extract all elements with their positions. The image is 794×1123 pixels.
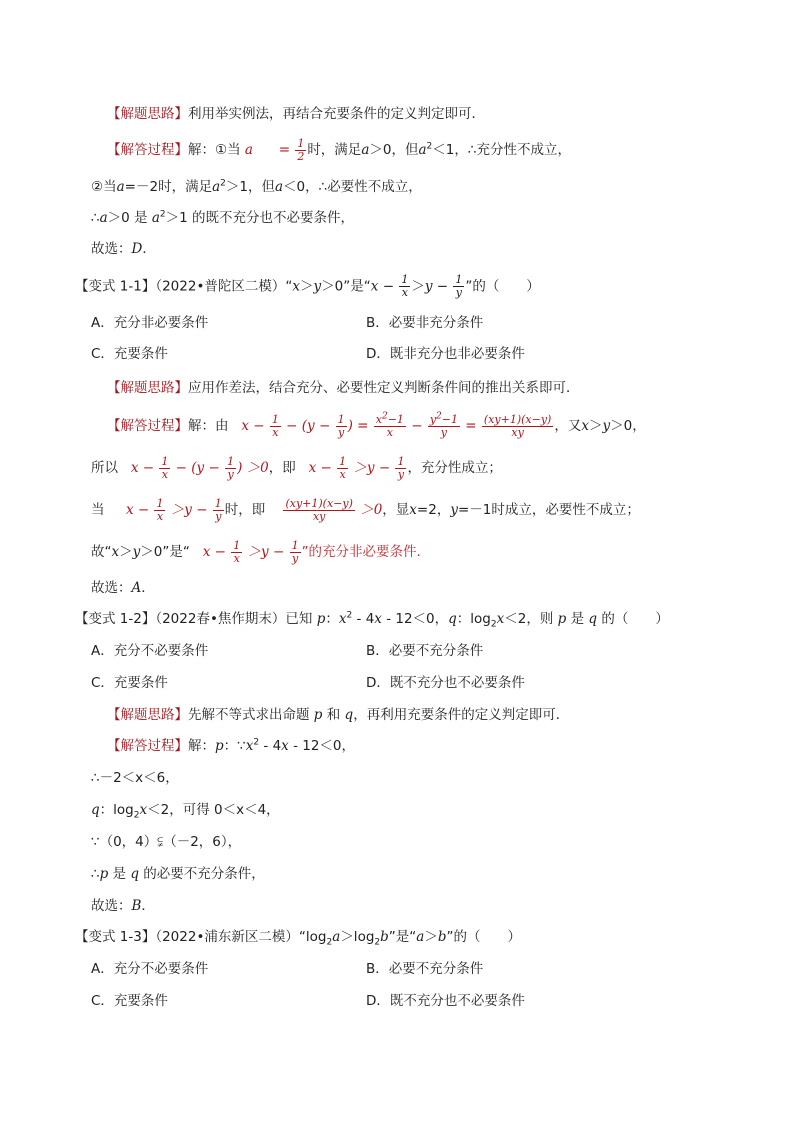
sol0-math-a: a = $\frac{1}{2}$ [244,137,305,163]
v13-question: 【变式 1-3】（2022•浦东新区二模）“$\log_2a>\log_2b$”是“a＞b”的（ ） [75,929,522,948]
v11-answer: 故选：A． [91,580,155,596]
thinking-label: 【解题思路】 [107,106,188,122]
sol0-process-rest: ，但 [391,142,419,158]
v12-answer: 故选：B． [91,898,155,914]
v11-option-c[interactable]: C．充要条件 [91,346,168,362]
sol0-line3: ∴a＞0 是 $a^2>1$ 的既不充分也不必要条件， [91,209,355,226]
sol0-line2: ②当a=－2时，满足$a^2>1$，但a＜0，∴必要性不成立， [91,178,422,195]
v12-process-line: 【解答过程】解：p：$\because x^2 - 4x - 12<0$， [107,737,356,754]
v11-option-b[interactable]: B．必要非充分条件 [366,315,484,331]
sol0-process-end: ，∴充分性不成立， [454,142,571,158]
v13-option-d[interactable]: D．既不充分也不必要条件 [366,993,525,1009]
v12-option-b[interactable]: B．必要不充分条件 [366,643,484,659]
v11-question: 【变式 1-1】（2022•普陀区二模）“x＞y＞0”是“x − $\frac{1}{x}$ ＞y − $\frac{1}{y}$ ”的（ ） [75,273,540,299]
v12-line4: ∵（0，4）⫋（－2，6）， [91,834,242,850]
v11-math-diff: x − $\frac{1}{x}$ − (y − $\frac{1}{y}$ ) = $\frac{x^2-1}{x}$ − $\frac{y^2-1}{y}$ = $\frac{(xy+1)(x-y)}{xy}$ [232,411,552,439]
sol0-thinking-text: 利用举实例法，再结合充要条件的定义判定即可． [188,106,485,122]
sol0-thinking-line [107,104,485,124]
sol0-answer: 故选：D． [91,241,156,257]
v13-option-a[interactable]: A．充分不必要条件 [91,961,209,977]
v12-question: 【变式 1-2】（2022春•焦作期末）已知 p：$x^2 - 4x - 12<0$，q：$\log_2x<2$，则 p 是 q 的（ ） [75,610,669,630]
process-label: 【解答过程】 [107,142,188,158]
v11-option-a[interactable]: A．充分非必要条件 [91,315,209,331]
sol0-process-line: 【解答过程】解：①当 a = $\frac{1}{2}$ 时，满足a＞0，但$a^2<1$，∴充分性不成立， [107,137,571,163]
variant-label: 【变式 1-1】 [75,278,156,295]
v11-line2: 所以 x − $\frac{1}{x}$ − (y − $\frac{1}{y}$ ) ＞0，即 x − $\frac{1}{x}$ ＞y − $\frac{1}{y}$ ，充分性成立； [91,455,502,481]
v13-option-b[interactable]: B．必要不充分条件 [366,961,484,977]
v12-line2: ∴－2＜x＜6， [91,770,179,786]
v11-option-d[interactable]: D．既非充分也非必要条件 [366,346,525,362]
v12-option-a[interactable]: A．充分不必要条件 [91,643,209,659]
v12-option-c[interactable]: C．充要条件 [91,675,168,691]
v12-line5: ∴p 是 q 的必要不充分条件， [91,866,265,882]
v11-line4: 故“x＞y＞0”是“ x − $\frac{1}{x}$ ＞y − $\frac{1}{y}$ ”的充分非必要条件. [91,539,421,565]
v13-option-c[interactable]: C．充要条件 [91,993,168,1009]
v12-thinking-line: 【解题思路】先解不等式求出命题 p 和 q，再利用充要条件的定义判定即可． [107,707,570,723]
v12-option-d[interactable]: D．既不充分也不必要条件 [366,675,525,691]
sol0-process-mid: 时，满足 [307,142,362,158]
sol0-process-prefix: 解：①当 [188,142,241,158]
v12-line3: q：$\log_2x<2$，可得 0＜x＜4， [91,802,280,821]
v11-line3: 当 x − $\frac{1}{x}$ ＞y − $\frac{1}{y}$ 时，即 $\frac{(xy+1)(x-y)}{xy}$ ＞0，显x=2，y=－1时成立，必要性不成立； [91,497,640,523]
v11-thinking-line: 【解题思路】应用作差法，结合充分、必要性定义判断条件间的推出关系即可． [107,380,580,396]
v11-process-line: 【解答过程】解：由 x − $\frac{1}{x}$ − (y − $\frac{1}{y}$ ) = $\frac{x^2-1}{x}$ − $\frac{y^2-1}{y}$ = $\frac{(xy+1)(x-y)}{xy}$ ，又x＞y＞0， [107,411,646,439]
